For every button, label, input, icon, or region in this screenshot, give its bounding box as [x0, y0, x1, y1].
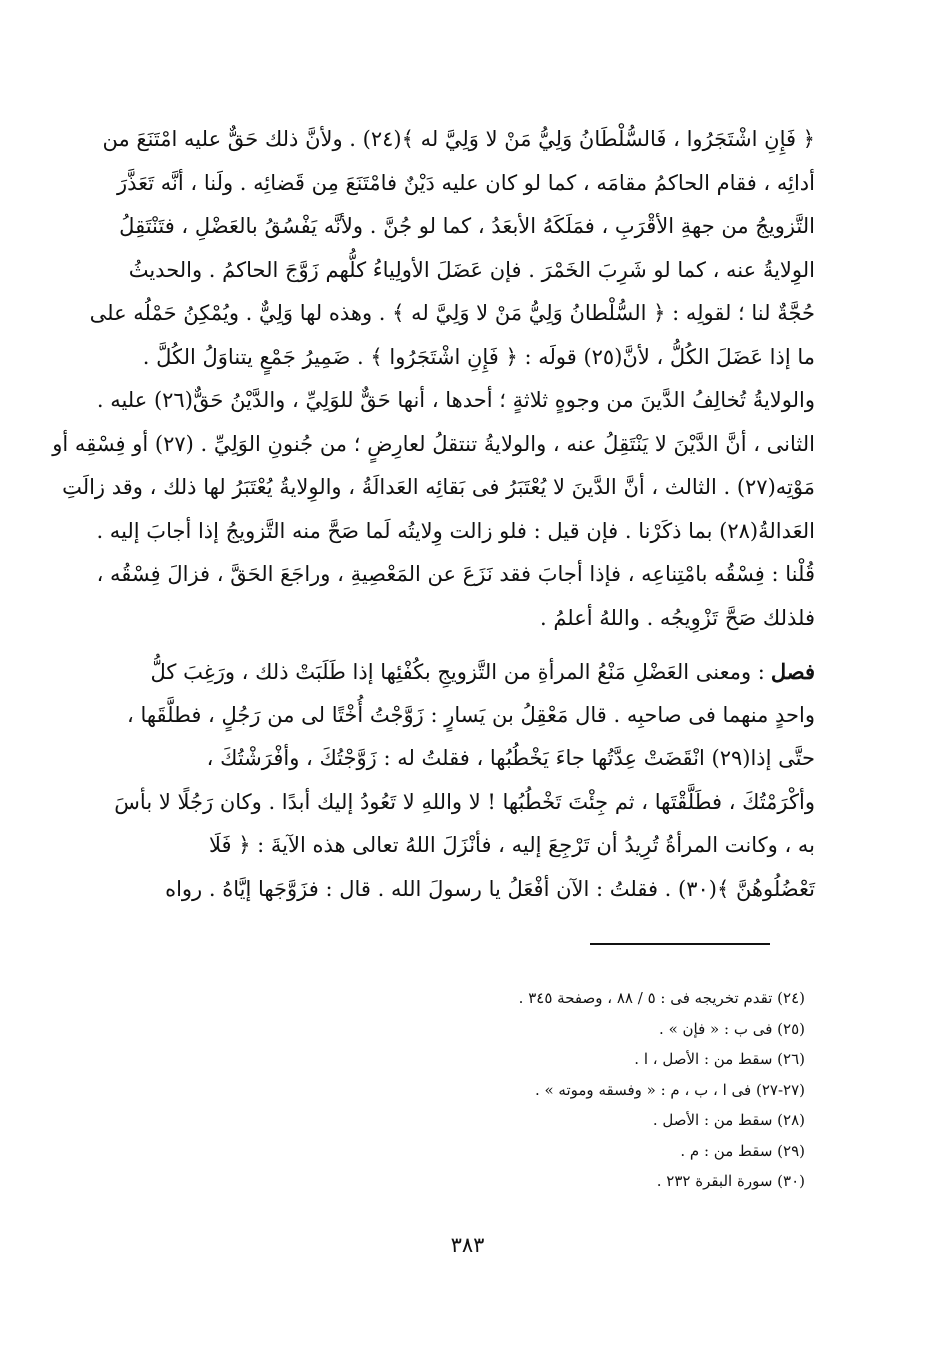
- main-text: [52, 118, 815, 911]
- footnote: (٢٩) سقط من : م .: [680, 1141, 805, 1160]
- text-line: به ، وكانت المرأةُ تُرِيدُ أن تَرْجِعَ إليه ، فأنْزَلَ اللهُ تعالى هذه الآيةَ : ﴿ فَلَا: [208, 833, 815, 857]
- section-first-line: [130, 650, 815, 694]
- text-line: قُلْنا : فِسْقُه بامْتِناعِه ، فإذا أجابَ فقد نَزَعَ عن المَعْصِيةِ ، وراجَعَ الحَقَّ ، فزالَ فِسْقُه ،: [96, 562, 815, 586]
- text-line: تَعْضُلُوهُنَّ ﴾(٣٠) . فقلتُ : الآن أفْعَلُ يا رسولَ الله . قال : فزَوَّجَها إيَّاهُ . رواه: [165, 876, 815, 901]
- footnote: (٢٤) تقدم تخريجه فى : ٥ / ٨٨ ، وصفحة ٣٤٥ .: [518, 989, 805, 1007]
- text-line: واحدٍ منهما فى صاحبِه . قال مَعْقِلُ بن يَسارٍ : زَوَّجْتُ أُخْتًا لى من رَجُلٍ ، فطلَّقَها ،: [127, 702, 815, 727]
- text-line: أدائِه ، فقام الحاكمُ مقامَه ، كما لو كان عليه دَيْنٌ فامْتَنَعَ مِن قَضائِه . ولَنا ، أنَّه تَعَذَّرَ: [116, 170, 815, 195]
- text-line: حتَّى إذا(٢٩) انْقَضَتْ عِدَّتُها جاءَ يَخْطُبُها ، فقلتُ له : زَوَّجْتُكَ ، وأفْرَشْتُكَ ،: [206, 746, 815, 770]
- page-number: ٣٨٣: [450, 1233, 485, 1257]
- text-line: ﴿ فَإِنِ اشْتَجَرُوا ، فَالسُّلْطَانُ وَلِيُّ مَنْ لا وَلِيَّ له ﴾(٢٤) . ولأنَّ ذلك حَقٌّ عليه امْتَنَعَ من: [102, 127, 815, 151]
- text-line: ما إذا عَضَلَ الكُلُّ ، لأنَّ(٢٥) قولَه : ﴿ فَإِنِ اشْتَجَرُوا ﴾ . ضَمِيرُ جَمْعٍ يتناوَلُ الكُلَّ .: [142, 344, 815, 369]
- footnote: (٢٧-٢٧) فى ا ، ب ، م : « وفسقه وموته » .: [534, 1080, 805, 1099]
- text-line: العَدالةُ(٢٨) بما ذكَرْنا . فإن قيل : فلو زالت وِلايتُه لَما صَحَّ منه التَّزويجُ إذا أجابَ إليه .: [96, 518, 815, 543]
- text-line: التَّزويجُ من جهةِ الأقْرَبِ ، فمَلَكَهُ الأبعَدُ ، كما لو جُنَّ . ولأنَّه يَفْسُقُ بالعَضْلِ ، فتَنْتَقِلُ: [119, 214, 815, 238]
- text-line: حُجَّةٌ لنا ؛ لقولِه : ﴿ السُّلْطانُ وَلِيُّ مَنْ لا وَلِيَّ له ﴾ . وهذه لها وَلِيٌّ . ويُمْكِنُ حَمْلُه على: [89, 301, 815, 325]
- footnote: (٢٨) سقط من : الأصل .: [652, 1111, 805, 1129]
- text-line: الثانى ، أنَّ الدَّيْنَ لا يَنْتَقِلُ عنه ، والولايةُ تنتقلُ لعارِضٍ ؛ من جُنونِ الوَلِيِّ . (٢٧) أو فِسْقِه أو: [52, 431, 815, 456]
- footnote: (٣٠) سورة البقرة ٢٣٢ .: [656, 1172, 805, 1190]
- text-line: فلذلك صَحَّ تَزْوِيجُه . واللهُ أعلمُ .: [539, 605, 815, 630]
- section-label: فصل: [770, 659, 815, 684]
- footnote: (٢٥) فى ب : « فإن » .: [659, 1019, 805, 1038]
- text-line: مَوْتِه(٢٧) . الثالث ، أنَّ الدَّينَ لا يُعْتَبَرُ فى بَقائِه العَدالَةُ ، والوِلايةُ يُعْتَبَرُ لها ذلك ، وقد زالَتِ: [62, 475, 815, 499]
- footnote: (٢٦) سقط من : الأصل ، ا .: [634, 1050, 805, 1068]
- footnotes: [360, 983, 805, 1197]
- footnote-separator: [590, 943, 770, 945]
- section-line-text: : ومعنى العَضْلِ مَنْعُ المرأةِ من التَّزويجِ بكُفْئِها إذا طَلَبَتْ ذلك ، ورَغِبَ كلُّ: [150, 660, 765, 684]
- text-line: الوِلايةُ عنه ، كما لو شَرِبَ الخَمْرَ . فإن عَضَلَ الأولِياءُ كلُّهم زَوَّجَ الحاكمُ . والحديثُ: [128, 257, 815, 282]
- text-line: والولايةُ تُخالِفُ الدَّينَ من وجوهٍ ثلاثةٍ ؛ أحدها ، أنها حَقٌّ للوَلِيِّ ، والدَّيْنُ حَقٌّ(٢٦) عليه .: [96, 388, 815, 412]
- paragraph-gap: [130, 640, 815, 650]
- text-line: وأكْرَمْتُكَ ، فطَلَّقْتَها ، ثم جِئْتَ تَخْطُبُها ! لا واللهِ لا تَعُودُ إليك أبدًا . وكان رَجُلًا لا بأسَ: [114, 789, 815, 814]
